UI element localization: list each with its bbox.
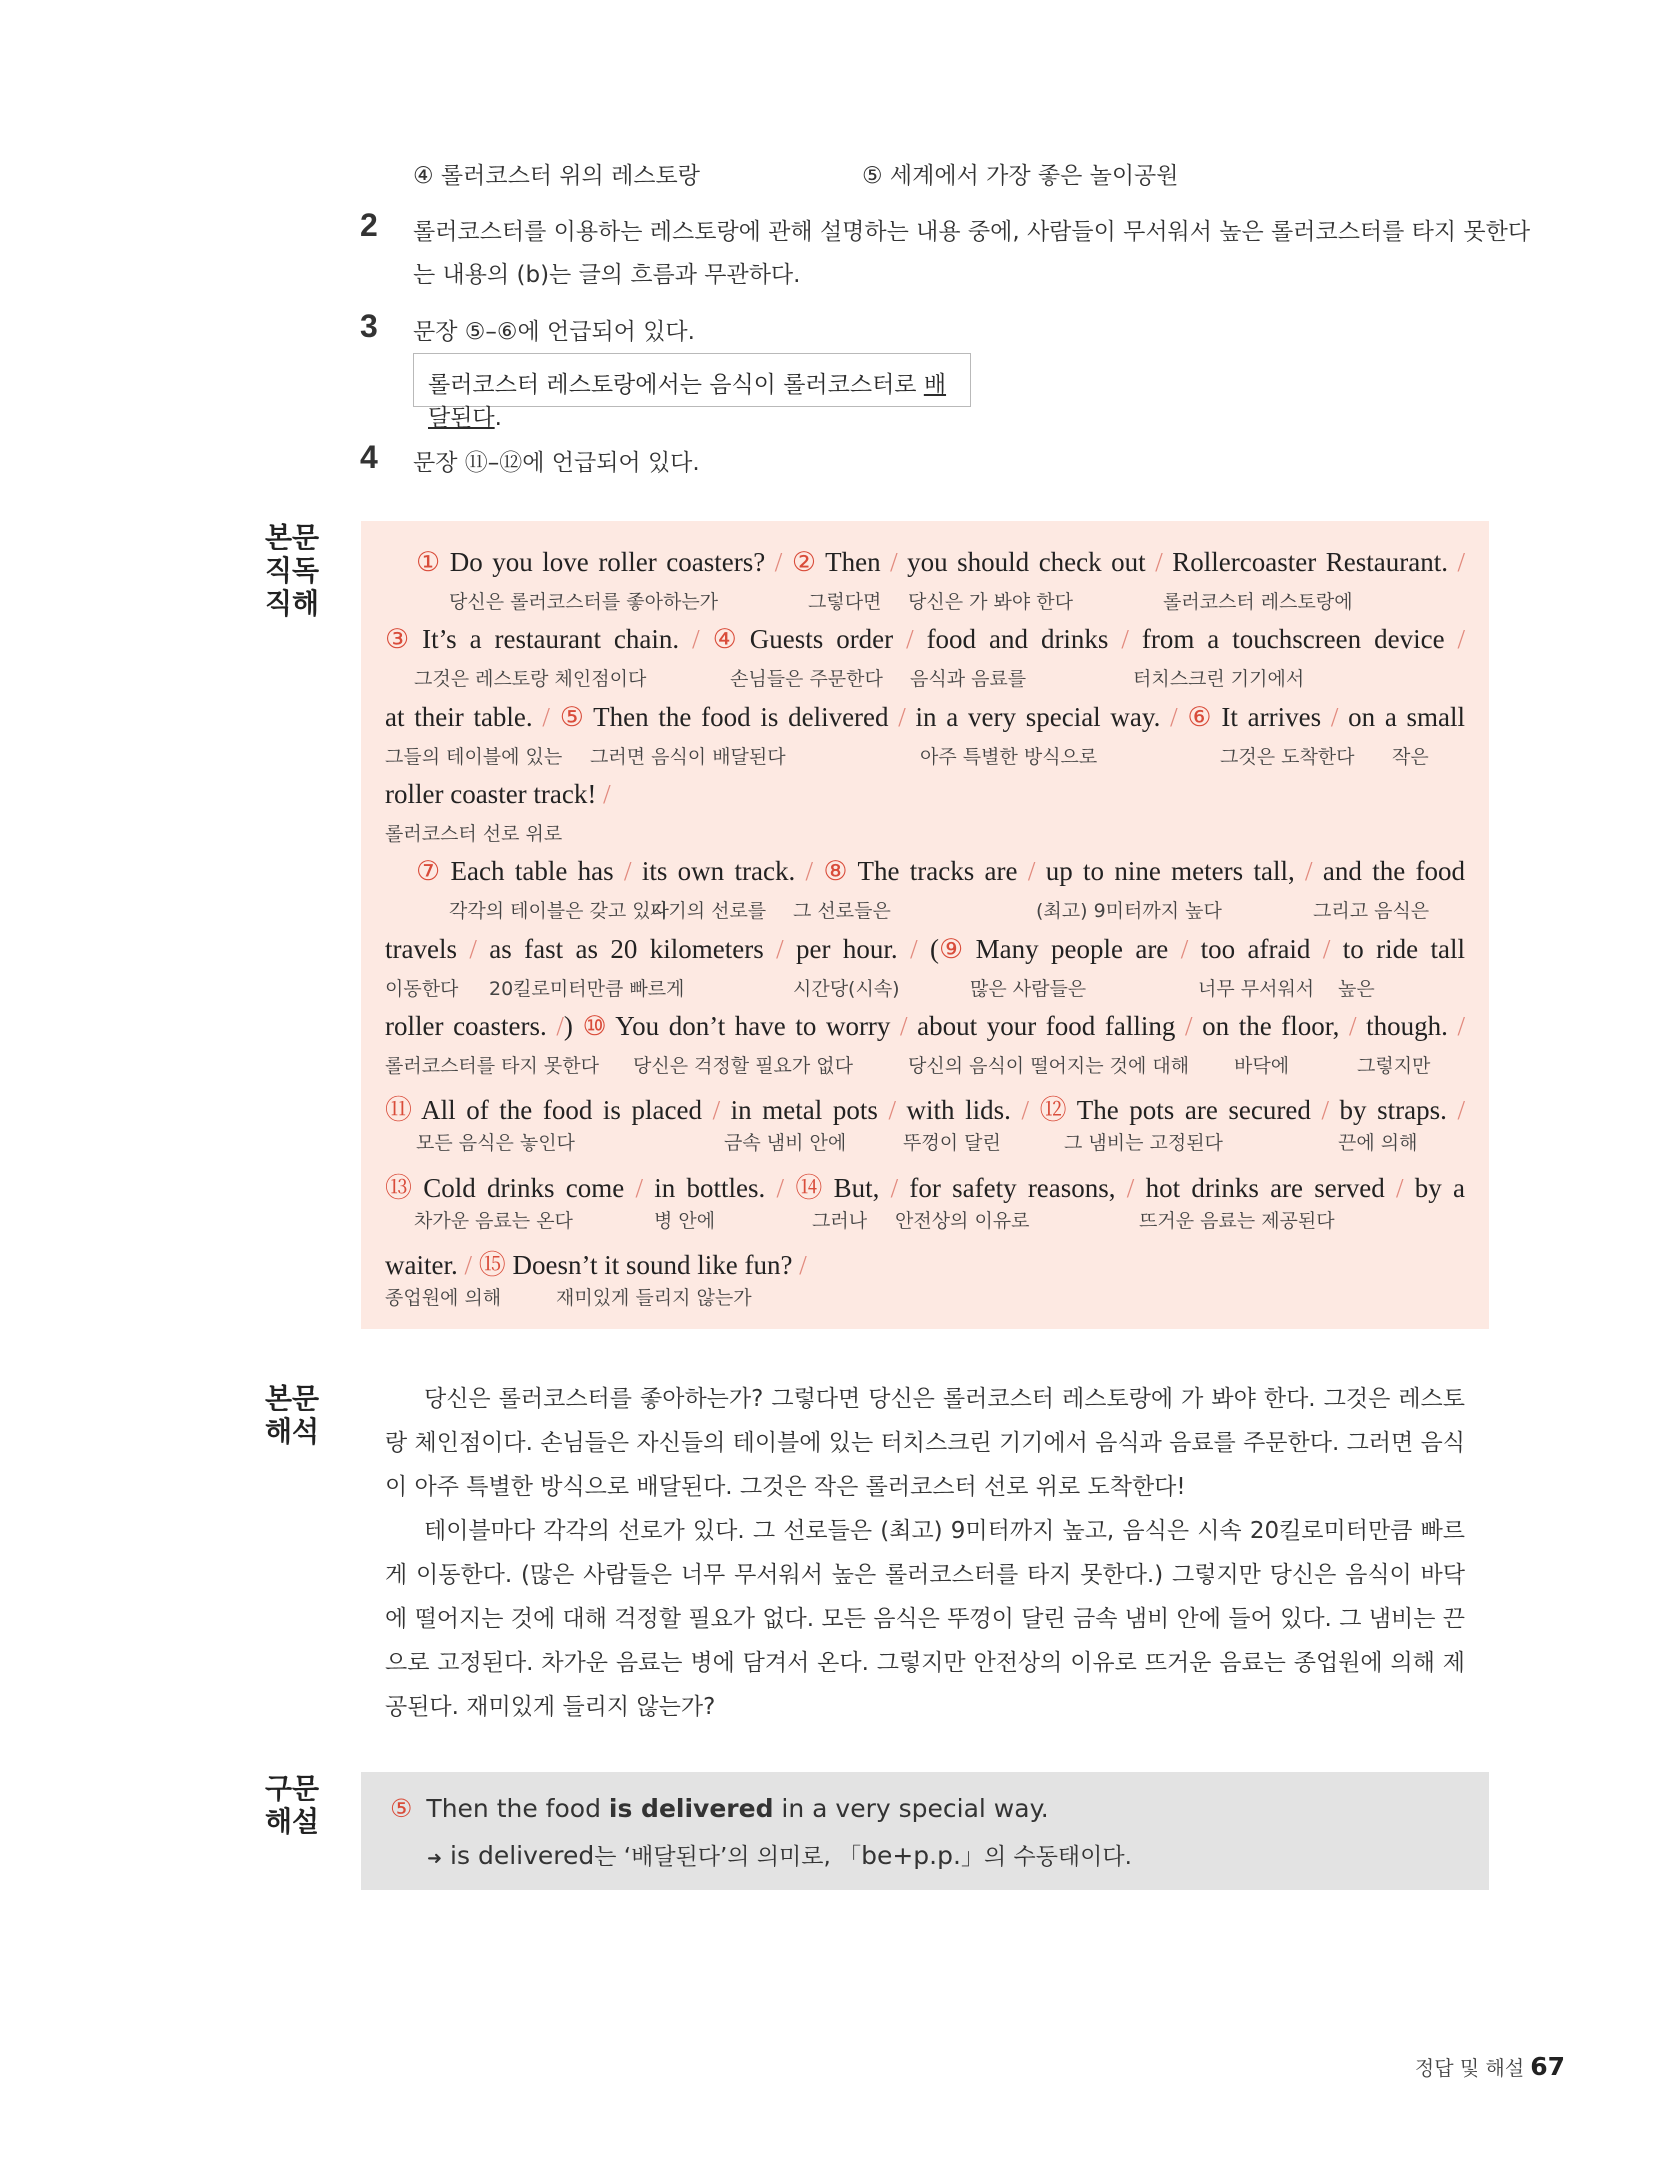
chunk-text: It arrives <box>1211 702 1331 732</box>
chunk-text: All of the food is placed <box>412 1095 713 1125</box>
reading-gloss: 뚜껑이 달린 <box>903 1132 1001 1154</box>
reading-gloss: 그러나 <box>812 1210 868 1232</box>
chunk-text: But, <box>822 1173 891 1203</box>
chunk-slash: / <box>542 702 550 732</box>
option-5: ⑤ 세계에서 가장 좋은 놀이공원 <box>862 163 1179 189</box>
chunk-text <box>700 624 713 654</box>
sentence-number: ① <box>416 547 441 577</box>
chunk-text <box>784 1173 795 1203</box>
chunk-text: waiter. <box>385 1250 465 1280</box>
reading-gloss: 종업원에 의해 <box>385 1287 502 1309</box>
chunk-text <box>1178 702 1188 732</box>
reading-gloss: 끈에 의해 <box>1338 1132 1418 1154</box>
chunk-text <box>813 856 823 886</box>
question-3-number: 3 <box>360 308 378 344</box>
reading-gloss: 뜨거운 음료는 제공된다 <box>1139 1210 1335 1232</box>
chunk-slash: / <box>1121 624 1129 654</box>
chunk-text: travels <box>385 934 470 964</box>
chunk-text: Doesn’t it sound like fun? <box>505 1250 800 1280</box>
reading-gloss: 손님들은 주문한다 <box>730 668 883 690</box>
chunk-slash: / <box>469 934 477 964</box>
chunk-text: in a very special way. <box>905 702 1171 732</box>
chunk-text <box>1029 1095 1040 1125</box>
side-label-translation: 본문 해석 <box>265 1382 320 1448</box>
chunk-slash: / <box>603 779 611 809</box>
chunk-slash: / <box>1021 1095 1029 1125</box>
reading-line-en <box>385 1243 807 1282</box>
reading-gloss: 작은 <box>1392 746 1429 768</box>
reading-gloss: 재미있게 들리지 않는가 <box>556 1287 752 1309</box>
reading-gloss: 그렇지만 <box>1357 1055 1431 1077</box>
chunk-slash: / <box>1180 934 1189 964</box>
chunk-text: Then the food is delivered <box>583 702 899 732</box>
sentence-number: ⑮ <box>478 1250 506 1280</box>
chunk-text: and the food <box>1312 856 1465 886</box>
chunk-text: ( <box>917 934 939 964</box>
chunk-slash: / <box>906 624 914 654</box>
reading-gloss: 아주 특별한 방식으로 <box>920 746 1098 768</box>
reading-line-en <box>385 1088 1465 1127</box>
reading-gloss: 그러면 음식이 배달된다 <box>590 746 786 768</box>
chunk-slash: / <box>774 547 783 577</box>
reading-gloss: 차가운 음료는 온다 <box>414 1210 573 1232</box>
reading-gloss: 20킬로미터만큼 빠르게 <box>489 978 685 1000</box>
chunk-slash: / <box>888 1095 896 1125</box>
side-label-grammar: 구문 해설 <box>265 1772 320 1838</box>
chunk-text: from a touchscreen device <box>1128 624 1458 654</box>
chunk-slash: / <box>1027 856 1036 886</box>
reading-gloss: 각각의 테이블은 갖고 있다 <box>449 900 670 922</box>
chunk-text: on a small <box>1338 702 1466 732</box>
chunk-slash: / <box>692 624 700 654</box>
reading-line-en <box>385 702 1465 733</box>
reading-gloss: 금속 냄비 안에 <box>724 1132 847 1154</box>
chunk-slash: / <box>1457 1011 1466 1041</box>
sentence-number: ⑤ <box>559 702 584 732</box>
reading-gloss: 당신은 걱정할 필요가 없다 <box>633 1055 854 1077</box>
reading-gloss: 그것은 도착한다 <box>1220 746 1355 768</box>
chunk-text: Cold drinks come <box>412 1173 636 1203</box>
reading-line-en <box>385 1166 1465 1205</box>
sentence-number: ⑥ <box>1187 702 1212 732</box>
reading-gloss: 당신은 가 봐야 한다 <box>908 591 1073 613</box>
chunk-text: in bottles. <box>643 1173 777 1203</box>
chunk-slash: / <box>1322 934 1331 964</box>
translation-paragraph-2: 테이블마다 각각의 선로가 있다. 그 선로들은 (최고) 9미터까지 높고, 음식은 시속 20킬로미터만큼 빠르게 이동한다. (많은 사람들은 너무 무서워서 높은 롤러코스터를 타지 못한다.) 그렇지만 당신은 음식이 바닥에 떨어지는 것에 대해 걱정할 필요가 없다. 모든 음식은 뚜껑이 달린 금속 냄비 안에 들어 있다. 그 냄비는 끈으로 고정된다. 차가운 음료는 병에 담겨서 온다. 그렇지만 안전상의 이유로 뜨거운 음료는 종업원에 의해 제공된다. 재미있게 들리지 않는가? <box>385 1518 1465 1720</box>
chunk-text: by a <box>1403 1173 1466 1203</box>
chunk-text: The pots are secured <box>1066 1095 1322 1125</box>
chunk-text: It’s a restaurant chain. <box>409 624 693 654</box>
sentence-number: ⑩ <box>582 1011 607 1041</box>
chunk-slash: / <box>1305 856 1313 886</box>
reading-gloss: 안전상의 이유로 <box>895 1210 1030 1232</box>
chunk-slash: / <box>623 856 632 886</box>
grammar-explanation: ➜ is delivered는 ‘배달된다’의 의미로, 「be+p.p.」의 수동태이다. <box>427 1841 1132 1870</box>
chunk-text: in metal pots <box>720 1095 889 1125</box>
reading-line-en <box>385 624 1465 655</box>
chunk-slash: / <box>1126 1173 1135 1203</box>
sentence-number: ⑬ <box>385 1173 412 1203</box>
sentence-number: ③ <box>385 624 410 654</box>
question-2-number: 2 <box>360 207 378 243</box>
translation-paragraph-1: 당신은 롤러코스터를 좋아하는가? 그렇다면 당신은 롤러코스터 레스토랑에 가 봐야 한다. 그것은 레스토랑 체인점이다. 손님들은 자신들의 테이블에 있는 터치스크린 기기에서 음식과 음료를 주문한다. 그러면 음식이 아주 특별한 방식으로 배달된다. 그것은 작은 롤러코스터 선로 위로 도착한다! <box>385 1386 1465 1500</box>
chunk-text: Do you love roller coasters? <box>440 547 775 577</box>
chunk-text: about your food falling <box>907 1011 1185 1041</box>
chunk-slash: / <box>1184 1011 1193 1041</box>
chunk-slash: / <box>776 934 784 964</box>
chunk-slash: / <box>1396 1173 1404 1203</box>
chunk-text: you should check out <box>897 547 1156 577</box>
reading-gloss: 모든 음식은 놓인다 <box>416 1132 575 1154</box>
chunk-slash: / <box>910 934 918 964</box>
chunk-text: Many people are <box>963 934 1181 964</box>
chunk-text: on the floor, <box>1192 1011 1350 1041</box>
chunk-text: too afraid <box>1188 934 1323 964</box>
chunk-slash: / <box>1349 1011 1357 1041</box>
chunk-slash: / <box>1155 547 1163 577</box>
reading-gloss: 그 선로들은 <box>793 900 891 922</box>
reading-gloss: 많은 사람들은 <box>970 978 1087 1000</box>
grammar-box <box>361 1772 1489 1890</box>
translation-text <box>385 1377 1465 1729</box>
answer-box: 롤러코스터 레스토랑에서는 음식이 롤러코스터로 배달된다. <box>413 353 971 407</box>
chunk-text: with lids. <box>895 1095 1022 1125</box>
chunk-text <box>472 1250 479 1280</box>
chunk-text: its own track. <box>631 856 806 886</box>
chunk-text: ) <box>563 1011 583 1041</box>
chunk-slash: / <box>464 1250 472 1280</box>
reading-gloss: 그 냄비는 고정된다 <box>1064 1132 1223 1154</box>
reading-line-en <box>416 547 1465 578</box>
reading-gloss: 그것은 레스토랑 체인점이다 <box>414 668 647 690</box>
chunk-slash: / <box>1457 1095 1465 1125</box>
reading-gloss: 자기의 선로를 <box>650 900 767 922</box>
reading-gloss: 당신의 음식이 떨어지는 것에 대해 <box>908 1055 1190 1077</box>
reading-gloss: (최고) 9미터까지 높다 <box>1036 900 1222 922</box>
question-4-text: 문장 ⑪–⑫에 언급되어 있다. <box>413 450 700 476</box>
grammar-sentence: ⑤ Then the food is delivered in a very special way. <box>390 1794 1049 1823</box>
reading-gloss: 터치스크린 기기에서 <box>1133 668 1305 690</box>
reading-gloss: 롤러코스터 선로 위로 <box>385 823 563 845</box>
sentence-number: ⑦ <box>416 856 441 886</box>
chunk-slash: / <box>635 1173 644 1203</box>
page-footer: 정답 및 해설 67 <box>1414 2052 1565 2081</box>
reading-gloss: 그들의 테이블에 있는 <box>385 746 563 768</box>
chunk-text: at their table. <box>385 702 543 732</box>
chunk-text: though. <box>1356 1011 1458 1041</box>
reading-gloss: 당신은 롤러코스터를 좋아하는가 <box>449 591 719 613</box>
chunk-slash: / <box>900 1011 908 1041</box>
question-2-line2: 는 내용의 (b)는 글의 흐름과 무관하다. <box>413 262 801 288</box>
reading-gloss: 바닥에 <box>1234 1055 1290 1077</box>
question-4-number: 4 <box>360 439 378 475</box>
chunk-text: hot drinks are served <box>1134 1173 1397 1203</box>
reading-gloss: 높은 <box>1338 978 1375 1000</box>
chunk-slash: / <box>1170 702 1178 732</box>
reading-line-en <box>385 779 611 810</box>
question-2-line1: 롤러코스터를 이용하는 레스토랑에 관해 설명하는 내용 중에, 사람들이 무서워서 높은 롤러코스터를 타지 못한다 <box>413 219 1531 245</box>
reading-gloss: 시간당(시속) <box>793 978 900 1000</box>
chunk-text: Then <box>816 547 891 577</box>
chunk-text <box>550 702 560 732</box>
reading-gloss: 병 안에 <box>654 1210 716 1232</box>
chunk-text: per hour. <box>783 934 911 964</box>
page-number: 67 <box>1530 2052 1565 2081</box>
sentence-number: ⑫ <box>1039 1095 1067 1125</box>
chunk-text: Rollercoaster Restaurant. <box>1162 547 1458 577</box>
chunk-slash: / <box>712 1095 721 1125</box>
chunk-text: as fast as 20 kilometers <box>476 934 777 964</box>
chunk-text: Each table has <box>440 856 624 886</box>
chunk-text: by straps. <box>1328 1095 1458 1125</box>
arrow-icon: ➜ <box>427 1848 443 1869</box>
reading-line-en <box>385 1011 1465 1042</box>
chunk-text: roller coaster track! <box>385 779 604 809</box>
question-3-text: 문장 ⑤–⑥에 언급되어 있다. <box>413 319 695 345</box>
chunk-slash: / <box>890 1173 899 1203</box>
reading-gloss: 이동한다 <box>385 978 459 1000</box>
chunk-text: Guests order <box>736 624 907 654</box>
chunk-text: to ride tall <box>1330 934 1465 964</box>
side-label-reading: 본문 직독 직해 <box>265 521 320 620</box>
chunk-text: food and drinks <box>913 624 1122 654</box>
reading-gloss: 음식과 음료를 <box>910 668 1027 690</box>
chunk-text: for safety reasons, <box>898 1173 1127 1203</box>
chunk-slash: / <box>1457 624 1466 654</box>
chunk-slash: / <box>1321 1095 1329 1125</box>
sentence-number: ④ <box>712 624 737 654</box>
sentence-number: ⑭ <box>795 1173 823 1203</box>
sentence-number: ⑧ <box>823 856 848 886</box>
chunk-slash: / <box>1330 702 1339 732</box>
reading-gloss: 롤러코스터를 타지 못한다 <box>385 1055 599 1077</box>
chunk-text <box>782 547 792 577</box>
chunk-text: roller coasters. <box>385 1011 557 1041</box>
chunk-slash: / <box>890 547 898 577</box>
chunk-text: up to nine meters tall, <box>1035 856 1306 886</box>
chunk-slash: / <box>805 856 814 886</box>
reading-gloss: 너무 무서워서 <box>1198 978 1315 1000</box>
sentence-number: ② <box>791 547 817 577</box>
chunk-slash: / <box>1457 547 1465 577</box>
chunk-slash: / <box>776 1173 785 1203</box>
reading-gloss: 그렇다면 <box>808 591 882 613</box>
chunk-slash: / <box>556 1011 564 1041</box>
sentence-number: ⑨ <box>938 934 964 964</box>
reading-line-en <box>416 856 1465 887</box>
reading-line-en <box>385 934 1465 965</box>
sentence-number: ⑪ <box>385 1095 412 1125</box>
chunk-slash: / <box>898 702 906 732</box>
chunk-slash: / <box>799 1250 807 1280</box>
reading-gloss: 그리고 음식은 <box>1313 900 1430 922</box>
option-4: ④ 롤러코스터 위의 레스토랑 <box>413 163 700 189</box>
reading-gloss: 롤러코스터 레스토랑에 <box>1163 591 1353 613</box>
chunk-text: You don’t have to worry <box>606 1011 901 1041</box>
chunk-text: The tracks are <box>847 856 1028 886</box>
